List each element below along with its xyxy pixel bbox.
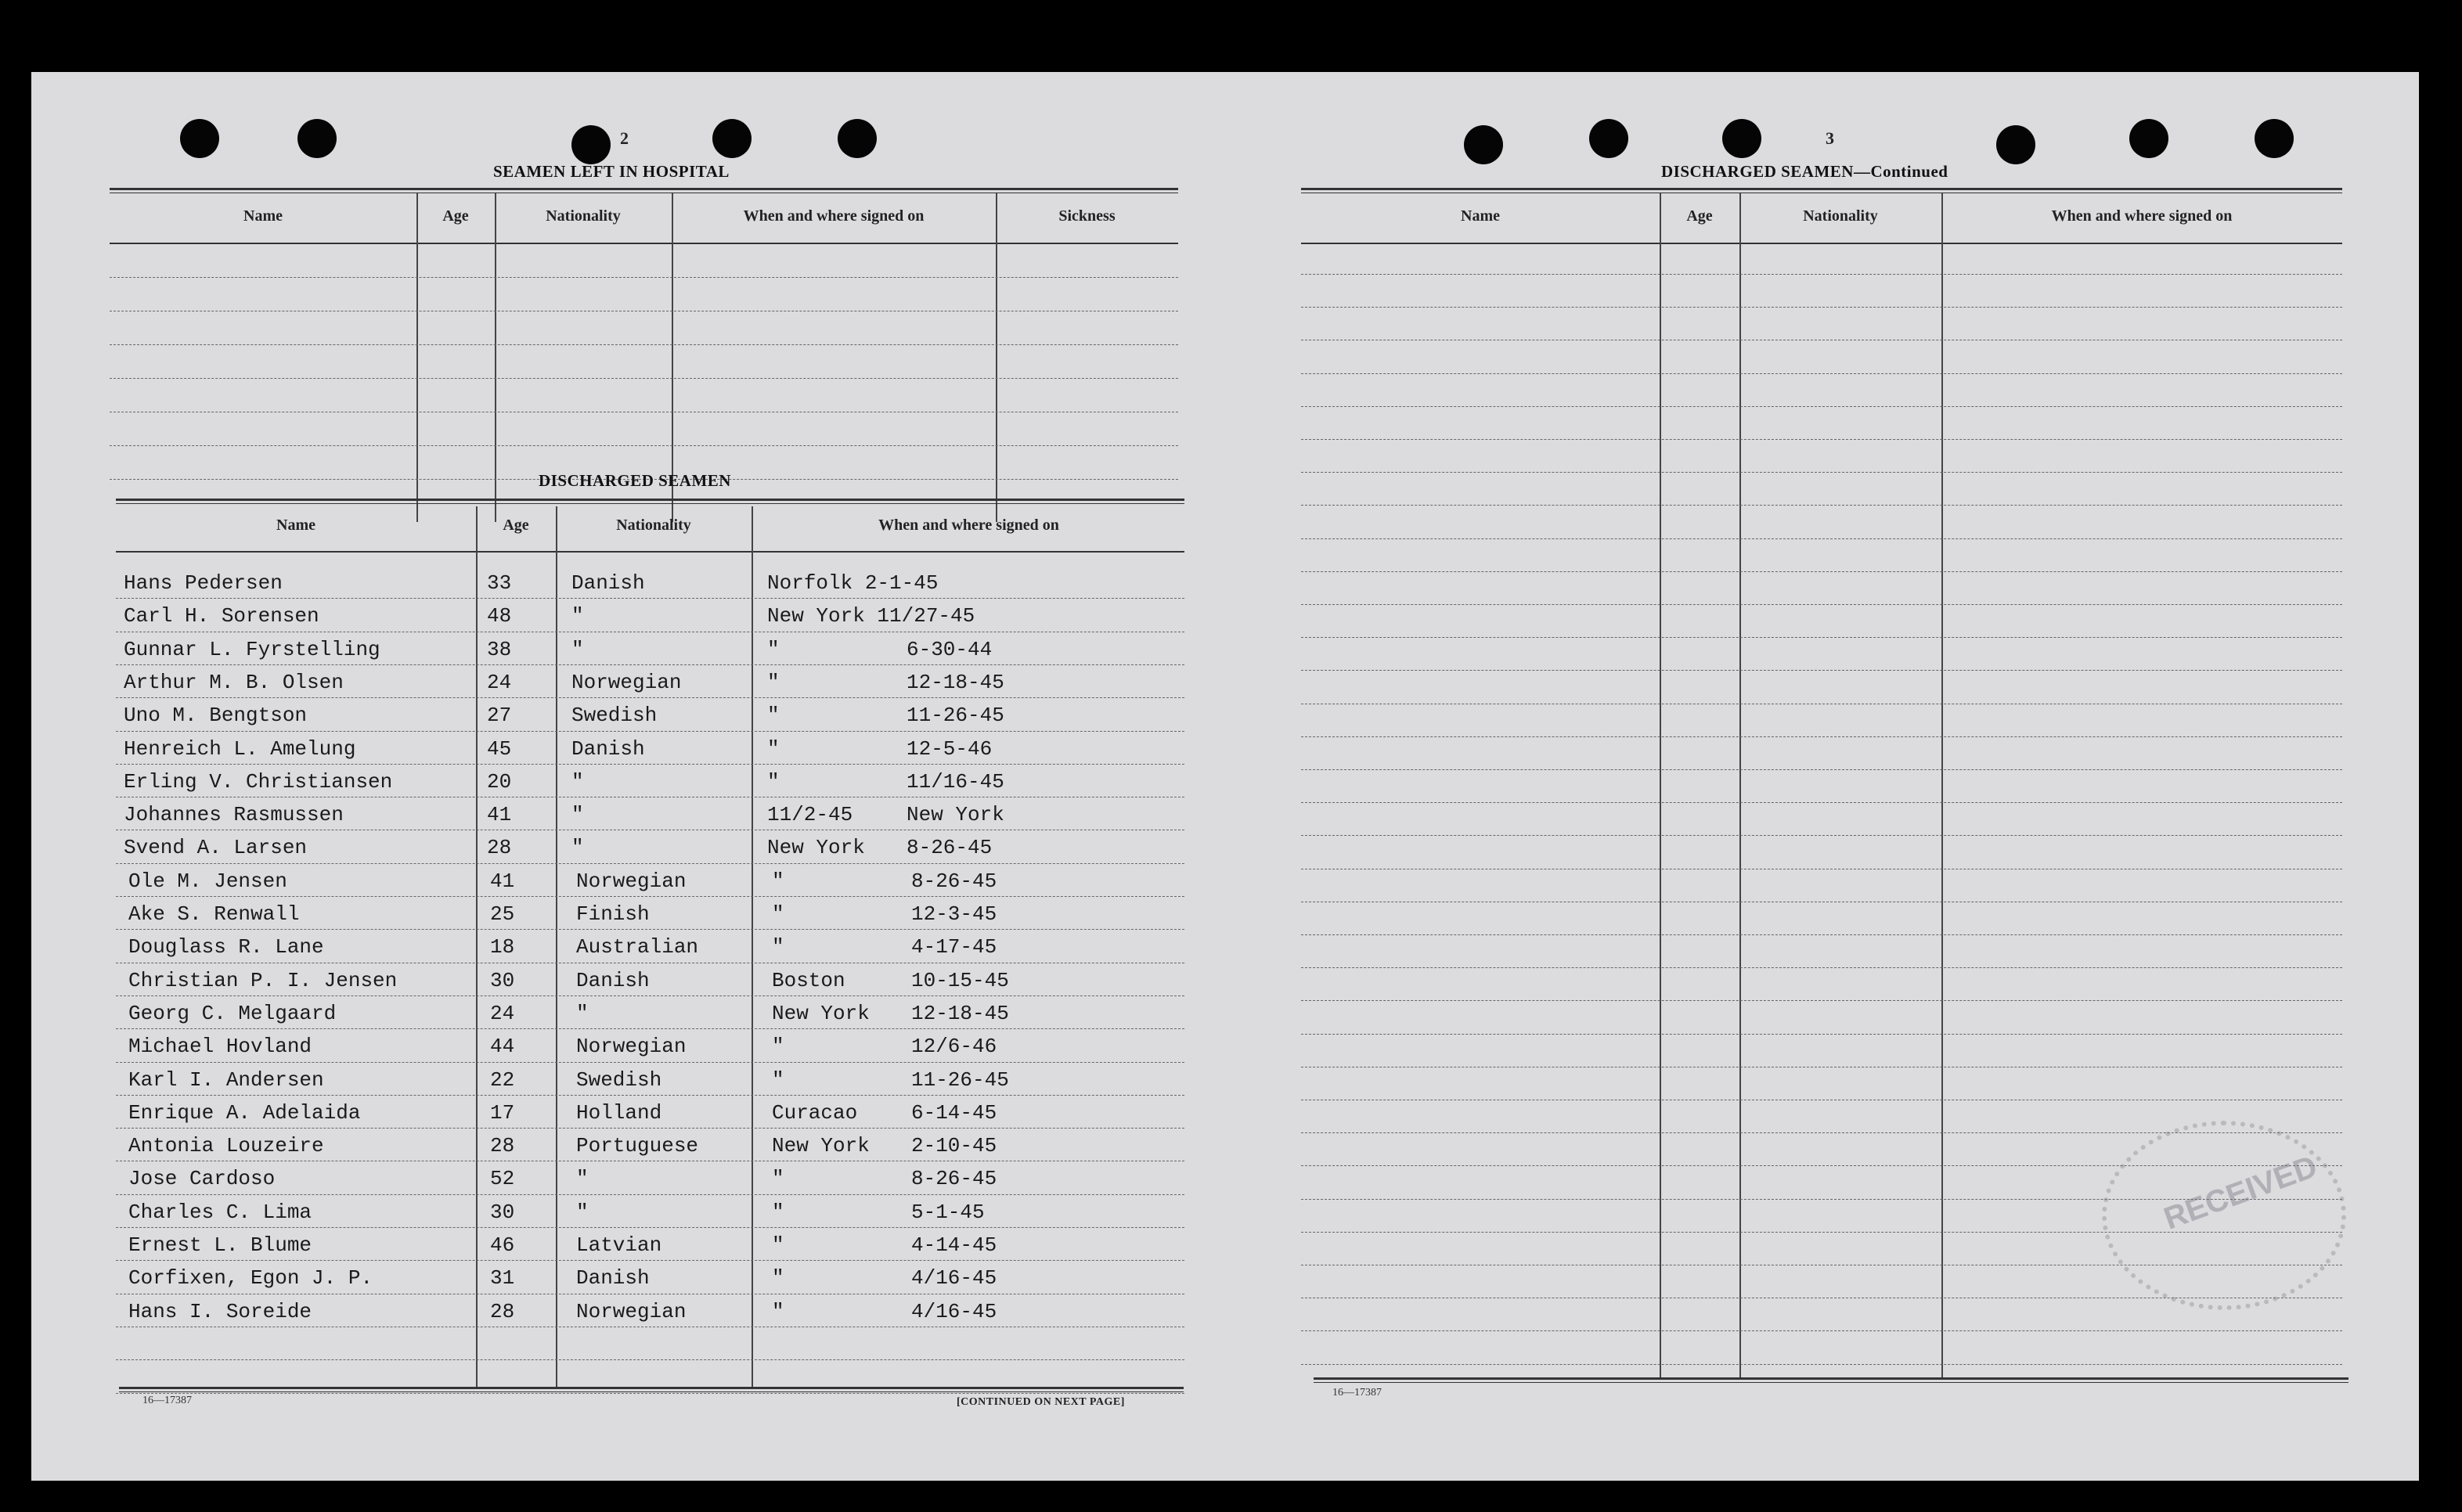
signed-on-date: 8-26-45 bbox=[911, 869, 997, 893]
left-page-number: 2 bbox=[620, 128, 629, 148]
seaman-name: Hans I. Soreide bbox=[128, 1300, 312, 1323]
received-stamp-text: RECEIVED bbox=[2159, 1149, 2322, 1237]
right-row-line bbox=[1301, 637, 2342, 638]
right-row-line bbox=[1301, 571, 2342, 572]
discharged-row-line bbox=[116, 598, 1184, 599]
hospital-row-line bbox=[110, 277, 1178, 278]
discharged-row-line bbox=[116, 697, 1184, 698]
seaman-nationality: Swedish bbox=[576, 1068, 662, 1092]
right-row-line bbox=[1301, 274, 2342, 275]
seaman-name: Antonia Louzeire bbox=[128, 1134, 324, 1157]
seaman-age: 30 bbox=[490, 969, 515, 992]
signed-on-place: " bbox=[772, 1266, 784, 1290]
right-row-line bbox=[1301, 373, 2342, 374]
signed-on-date: 4/16-45 bbox=[911, 1300, 997, 1323]
signed-on-place: Boston bbox=[772, 969, 845, 992]
right-row-line bbox=[1301, 802, 2342, 803]
seaman-age: 28 bbox=[490, 1300, 515, 1323]
seaman-age: 22 bbox=[490, 1068, 515, 1092]
discharged-col-header: Nationality bbox=[616, 517, 691, 534]
seaman-name: Christian P. I. Jensen bbox=[128, 969, 398, 992]
seaman-name: Charles C. Lima bbox=[128, 1201, 312, 1224]
right-row-line bbox=[1301, 769, 2342, 770]
right-row-line bbox=[1301, 1364, 2342, 1365]
right-bottom-rule bbox=[1314, 1377, 2348, 1383]
punch-hole bbox=[2255, 119, 2294, 158]
seaman-age: 17 bbox=[490, 1101, 515, 1125]
right-col-divider bbox=[1660, 193, 1661, 1379]
seaman-name: Georg C. Melgaard bbox=[128, 1002, 337, 1025]
seaman-name: Karl I. Andersen bbox=[128, 1068, 324, 1092]
hospital-col-header: When and where signed on bbox=[743, 207, 925, 225]
left-form-number: 16—17387 bbox=[142, 1395, 192, 1406]
signed-on-date: 2-10-45 bbox=[911, 1134, 997, 1157]
discharged-row-line bbox=[116, 929, 1184, 930]
seaman-nationality: " bbox=[571, 604, 584, 628]
discharged-top-rule bbox=[116, 499, 1184, 504]
signed-on-place: Norfolk 2-1-45 bbox=[767, 571, 939, 595]
seaman-nationality: " bbox=[571, 770, 584, 794]
punch-hole bbox=[712, 119, 752, 158]
seaman-age: 45 bbox=[487, 737, 512, 761]
seaman-name: Gunnar L. Fyrstelling bbox=[124, 638, 380, 661]
hospital-col-divider bbox=[416, 193, 418, 522]
seaman-age: 52 bbox=[490, 1167, 515, 1190]
right-col-divider bbox=[1941, 193, 1943, 1379]
right-title bbox=[1661, 162, 1948, 182]
seaman-name: Douglass R. Lane bbox=[128, 935, 324, 959]
signed-on-place: Curacao bbox=[772, 1101, 858, 1125]
signed-on-place: " bbox=[772, 1201, 784, 1224]
hospital-row-line bbox=[110, 344, 1178, 345]
signed-on-place: " bbox=[767, 737, 780, 761]
signed-on-place: New York bbox=[772, 1002, 870, 1025]
discharged-row-line bbox=[116, 764, 1184, 765]
right-row-line bbox=[1301, 307, 2342, 308]
hospital-col-header: Age bbox=[442, 207, 469, 225]
right-col-header: Nationality bbox=[1803, 207, 1878, 225]
right-row-line bbox=[1301, 934, 2342, 935]
hospital-col-header: Nationality bbox=[546, 207, 621, 225]
discharged-row-line bbox=[116, 1062, 1184, 1063]
hospital-col-header: Sickness bbox=[1058, 207, 1116, 225]
discharged-row-line bbox=[116, 664, 1184, 665]
right-row-line bbox=[1301, 670, 2342, 671]
right-row-line bbox=[1301, 835, 2342, 836]
seaman-age: 48 bbox=[487, 604, 512, 628]
seaman-name: Hans Pedersen bbox=[124, 571, 283, 595]
right-row-line bbox=[1301, 604, 2342, 605]
right-col-header: Name bbox=[1461, 207, 1500, 225]
signed-on-date: 11-26-45 bbox=[911, 1068, 1009, 1092]
right-row-line bbox=[1301, 1034, 2342, 1035]
seaman-name: Ake S. Renwall bbox=[128, 902, 300, 926]
discharged-row-line bbox=[116, 731, 1184, 732]
continued-note: [CONTINUED ON NEXT PAGE] bbox=[957, 1396, 1125, 1408]
signed-on-place: " bbox=[767, 704, 780, 727]
seaman-nationality: " bbox=[571, 836, 584, 859]
seaman-age: 28 bbox=[487, 836, 512, 859]
seaman-nationality: Swedish bbox=[571, 704, 658, 727]
seaman-name: Ole M. Jensen bbox=[128, 869, 287, 893]
right-form-number: 16—17387 bbox=[1332, 1387, 1382, 1399]
signed-on-place: " bbox=[772, 1068, 784, 1092]
signed-on-date: 12-3-45 bbox=[911, 902, 997, 926]
seaman-age: 28 bbox=[490, 1134, 515, 1157]
hospital-col-header: Name bbox=[243, 207, 283, 225]
signed-on-date: New York bbox=[907, 803, 1004, 826]
right-row-line bbox=[1301, 505, 2342, 506]
seaman-nationality: Australian bbox=[576, 935, 699, 959]
seaman-nationality: Danish bbox=[576, 1266, 650, 1290]
seaman-age: 38 bbox=[487, 638, 512, 661]
seaman-name: Enrique A. Adelaida bbox=[128, 1101, 361, 1125]
seaman-nationality: " bbox=[571, 803, 584, 826]
seaman-nationality: " bbox=[576, 1002, 589, 1025]
signed-on-date: 12-18-45 bbox=[907, 671, 1004, 694]
discharged-row-line bbox=[116, 1194, 1184, 1195]
seaman-name: Ernest L. Blume bbox=[128, 1233, 312, 1257]
seaman-age: 25 bbox=[490, 902, 515, 926]
seaman-age: 27 bbox=[487, 704, 512, 727]
seaman-nationality: Portuguese bbox=[576, 1134, 699, 1157]
discharged-header-rule bbox=[116, 551, 1184, 553]
signed-on-date: 5-1-45 bbox=[911, 1201, 985, 1224]
right-title-main: DISCHARGED SEAMEN bbox=[1661, 162, 1854, 181]
right-col-divider bbox=[1739, 193, 1741, 1379]
seaman-name: Corfixen, Egon J. P. bbox=[128, 1266, 373, 1290]
seaman-nationality: Danish bbox=[571, 737, 645, 761]
signed-on-date: 11/16-45 bbox=[907, 770, 1004, 794]
signed-on-date: 12-5-46 bbox=[907, 737, 993, 761]
seaman-nationality: Norwegian bbox=[571, 671, 682, 694]
signed-on-place: " bbox=[772, 869, 784, 893]
signed-on-place: " bbox=[772, 1167, 784, 1190]
discharged-col-header: Name bbox=[276, 517, 315, 534]
discharged-row-line bbox=[116, 1393, 1184, 1394]
signed-on-date: 4/16-45 bbox=[911, 1266, 997, 1290]
signed-on-date: 6-30-44 bbox=[907, 638, 993, 661]
seaman-nationality: Danish bbox=[576, 969, 650, 992]
document-sheet bbox=[31, 72, 2419, 1481]
signed-on-date: 12-18-45 bbox=[911, 1002, 1009, 1025]
seaman-age: 46 bbox=[490, 1233, 515, 1257]
hospital-top-rule bbox=[110, 188, 1178, 193]
signed-on-place: " bbox=[772, 1035, 784, 1058]
seaman-name: Henreich L. Amelung bbox=[124, 737, 356, 761]
seaman-age: 33 bbox=[487, 571, 512, 595]
right-col-header: Age bbox=[1686, 207, 1713, 225]
seaman-age: 18 bbox=[490, 935, 515, 959]
signed-on-place: 11/2-45 bbox=[767, 803, 853, 826]
discharged-row-line bbox=[116, 1128, 1184, 1129]
punch-hole bbox=[838, 119, 877, 158]
seaman-nationality: " bbox=[576, 1167, 589, 1190]
right-top-rule bbox=[1301, 188, 2342, 193]
discharged-row-line bbox=[116, 1260, 1184, 1261]
seaman-age: 41 bbox=[487, 803, 512, 826]
right-row-line bbox=[1301, 406, 2342, 407]
discharged-row-line bbox=[116, 863, 1184, 864]
seaman-nationality: Norwegian bbox=[576, 1300, 687, 1323]
signed-on-place: " bbox=[772, 935, 784, 959]
right-page-number: 3 bbox=[1826, 128, 1834, 148]
right-title-suffix: —Continued bbox=[1853, 162, 1948, 181]
discharged-title: DISCHARGED SEAMEN bbox=[539, 471, 731, 490]
seaman-age: 24 bbox=[487, 671, 512, 694]
signed-on-place: " bbox=[772, 902, 784, 926]
discharged-row-line bbox=[116, 995, 1184, 996]
signed-on-place: " bbox=[772, 1233, 784, 1257]
seaman-nationality: " bbox=[571, 638, 584, 661]
seaman-name: Johannes Rasmussen bbox=[124, 803, 344, 826]
signed-on-place: New York bbox=[772, 1134, 870, 1157]
signed-on-date: 10-15-45 bbox=[911, 969, 1009, 992]
signed-on-date: 11-26-45 bbox=[907, 704, 1004, 727]
discharged-col-divider bbox=[752, 506, 753, 1387]
seaman-nationality: Finish bbox=[576, 902, 650, 926]
punch-hole bbox=[1996, 125, 2035, 164]
seaman-age: 41 bbox=[490, 869, 515, 893]
punch-hole bbox=[297, 119, 337, 158]
discharged-col-header: When and where signed on bbox=[878, 517, 1059, 534]
punch-hole bbox=[571, 125, 611, 164]
seaman-name: Svend A. Larsen bbox=[124, 836, 308, 859]
hospital-col-divider bbox=[996, 193, 997, 522]
right-row-line bbox=[1301, 967, 2342, 968]
right-row-line bbox=[1301, 1330, 2342, 1331]
signed-on-date: 8-26-45 bbox=[907, 836, 993, 859]
punch-hole bbox=[1464, 125, 1503, 164]
seaman-name: Jose Cardoso bbox=[128, 1167, 276, 1190]
signed-on-date: 6-14-45 bbox=[911, 1101, 997, 1125]
right-row-line bbox=[1301, 538, 2342, 539]
hospital-header-rule bbox=[110, 243, 1178, 244]
signed-on-place: " bbox=[767, 671, 780, 694]
discharged-col-header: Age bbox=[503, 517, 529, 534]
signed-on-place: " bbox=[772, 1300, 784, 1323]
right-row-line bbox=[1301, 736, 2342, 737]
seaman-age: 30 bbox=[490, 1201, 515, 1224]
hospital-col-divider bbox=[495, 193, 496, 522]
right-row-line bbox=[1301, 439, 2342, 440]
signed-on-place: New York bbox=[767, 836, 865, 859]
seaman-name: Michael Hovland bbox=[128, 1035, 312, 1058]
right-row-line bbox=[1301, 472, 2342, 473]
hospital-row-line bbox=[110, 378, 1178, 379]
discharged-row-line bbox=[116, 1095, 1184, 1096]
discharged-row-line bbox=[116, 1028, 1184, 1029]
signed-on-date: 12/6-46 bbox=[911, 1035, 997, 1058]
seaman-age: 24 bbox=[490, 1002, 515, 1025]
seaman-nationality: Norwegian bbox=[576, 1035, 687, 1058]
seaman-age: 44 bbox=[490, 1035, 515, 1058]
seaman-age: 20 bbox=[487, 770, 512, 794]
discharged-col-divider bbox=[476, 506, 478, 1387]
right-row-line bbox=[1301, 1000, 2342, 1001]
seaman-age: 31 bbox=[490, 1266, 515, 1290]
signed-on-place: " bbox=[767, 638, 780, 661]
discharged-row-line bbox=[116, 896, 1184, 897]
seaman-name: Uno M. Bengtson bbox=[124, 704, 308, 727]
seaman-nationality: " bbox=[576, 1201, 589, 1224]
right-col-header: When and where signed on bbox=[2051, 207, 2233, 225]
seaman-name: Arthur M. B. Olsen bbox=[124, 671, 344, 694]
signed-on-place: New York 11/27-45 bbox=[767, 604, 975, 628]
seaman-nationality: Norwegian bbox=[576, 869, 687, 893]
seaman-name: Carl H. Sorensen bbox=[124, 604, 319, 628]
punch-hole bbox=[1722, 119, 1761, 158]
right-header-rule bbox=[1301, 243, 2342, 244]
signed-on-date: 4-17-45 bbox=[911, 935, 997, 959]
seaman-nationality: Holland bbox=[576, 1101, 662, 1125]
seaman-nationality: Latvian bbox=[576, 1233, 662, 1257]
punch-hole bbox=[2129, 119, 2168, 158]
signed-on-date: 8-26-45 bbox=[911, 1167, 997, 1190]
punch-hole bbox=[1589, 119, 1628, 158]
hospital-title: SEAMEN LEFT IN HOSPITAL bbox=[493, 162, 730, 181]
seaman-name: Erling V. Christiansen bbox=[124, 770, 393, 794]
signed-on-date: 4-14-45 bbox=[911, 1233, 997, 1257]
discharged-bottom-rule bbox=[119, 1387, 1184, 1392]
discharged-row-line bbox=[116, 1359, 1184, 1360]
punch-hole bbox=[180, 119, 219, 158]
discharged-col-divider bbox=[556, 506, 557, 1387]
discharged-row-line bbox=[116, 1227, 1184, 1228]
seaman-nationality: Danish bbox=[571, 571, 645, 595]
hospital-row-line bbox=[110, 445, 1178, 446]
signed-on-place: " bbox=[767, 770, 780, 794]
